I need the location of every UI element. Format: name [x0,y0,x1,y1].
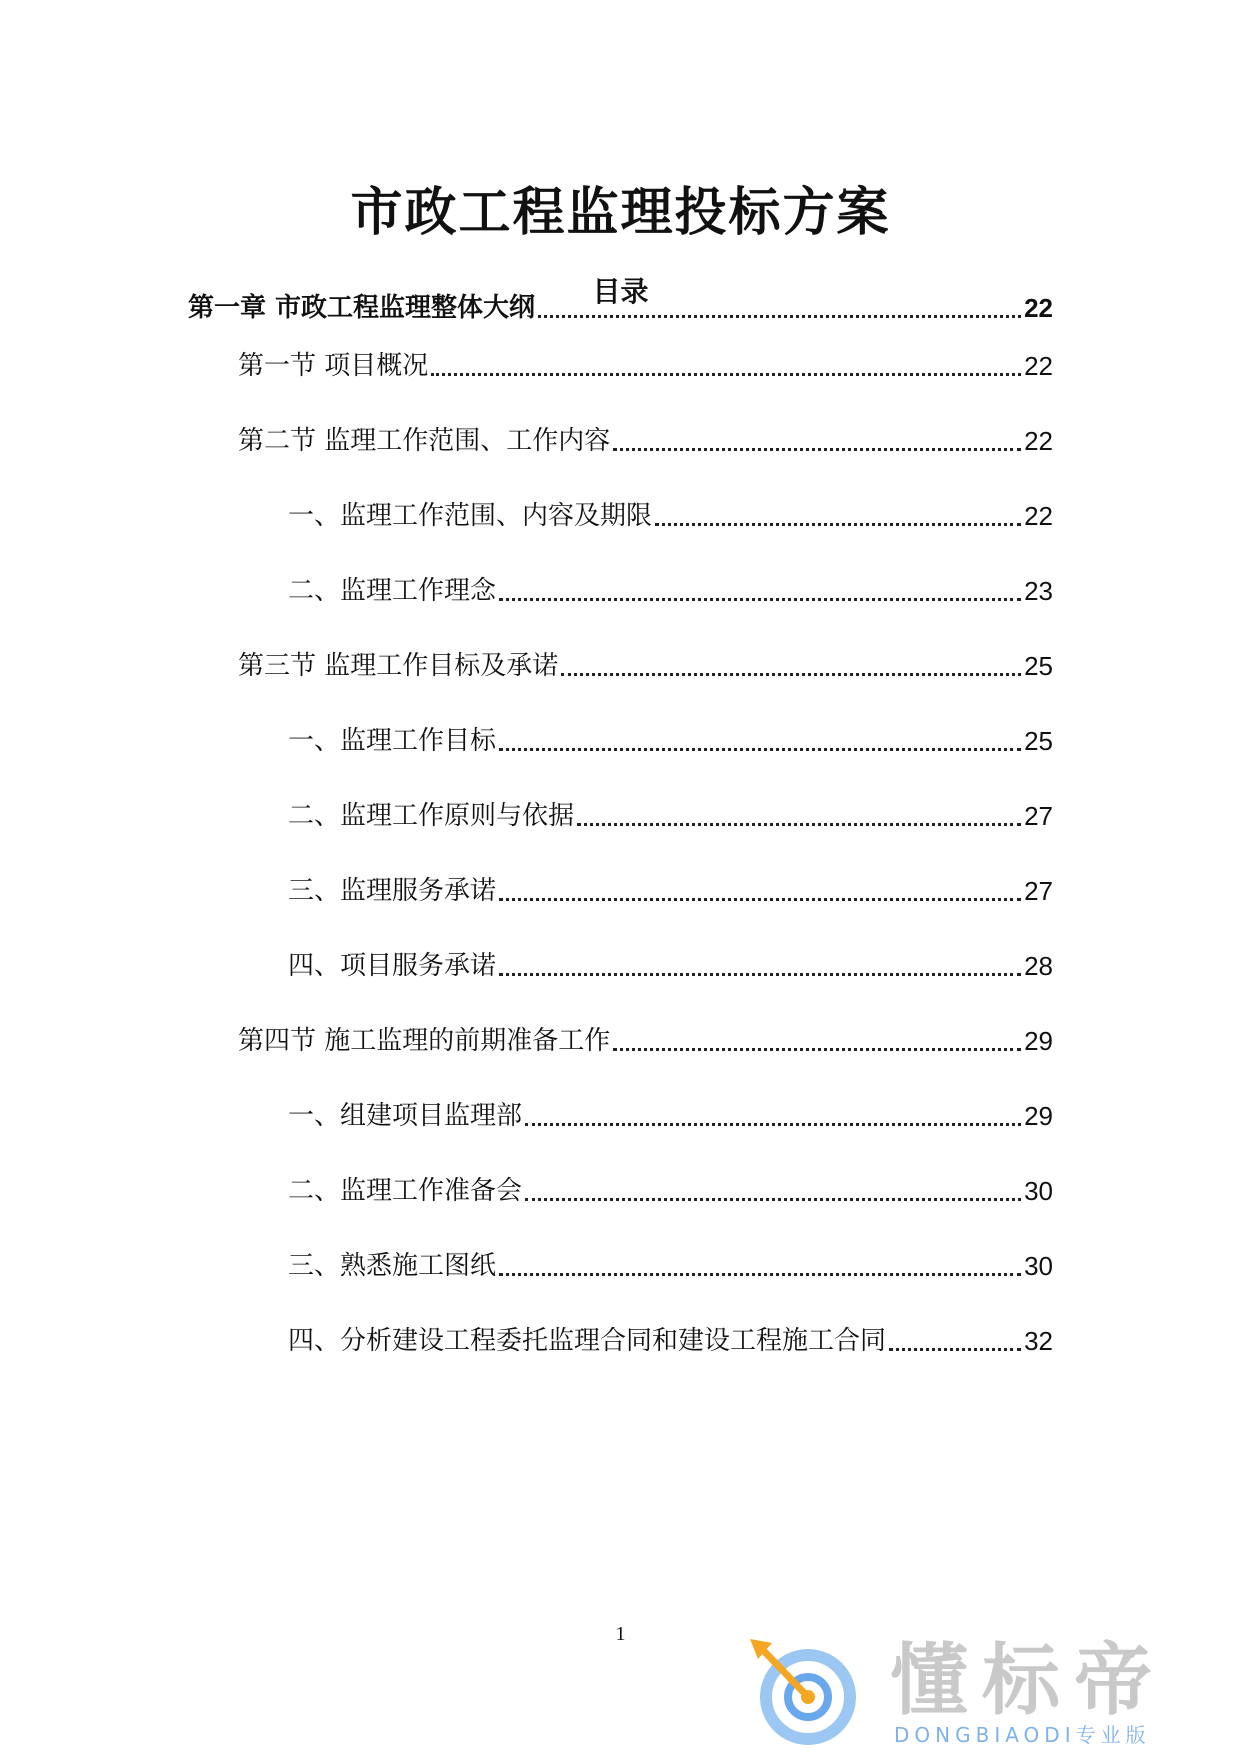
toc-entry-title: 第二节 监理工作范围、工作内容 [238,426,611,456]
toc-entry-title: 三、监理服务承诺 [288,876,497,906]
toc-entry[interactable] [188,288,1053,328]
toc-entry-page: 29 [1024,1101,1053,1131]
toc-entry-title: 二、监理工作原则与依据 [288,801,575,831]
toc-entry-page: 22 [1024,293,1053,323]
toc-dot-leader [613,448,1021,451]
toc-entry[interactable] [288,1171,1053,1211]
toc-dot-leader [561,673,1021,676]
toc-dot-leader [499,1273,1021,1276]
toc-entry-title: 四、分析建设工程委托监理合同和建设工程施工合同 [288,1326,887,1356]
watermark-pinyin [894,1723,1151,1747]
toc-entry[interactable] [288,796,1053,836]
toc-entry-page: 22 [1024,426,1053,456]
toc-dot-leader [525,1198,1021,1201]
toc-entry[interactable] [238,1021,1053,1061]
toc-entry-page: 27 [1024,801,1053,831]
toc-entry[interactable] [238,346,1053,386]
toc-entry-title: 二、监理工作理念 [288,576,497,606]
toc-dot-leader [499,973,1021,976]
toc-entry-title: 第四节 施工监理的前期准备工作 [238,1026,611,1056]
toc-entry[interactable] [288,871,1053,911]
toc-entry-title: 四、项目服务承诺 [288,951,497,981]
toc-entry-title: 三、熟悉施工图纸 [288,1251,497,1281]
watermark [740,1635,1210,1747]
toc-entry-title: 二、监理工作准备会 [288,1176,523,1206]
toc-entry-page: 32 [1024,1326,1053,1356]
toc-entry[interactable] [288,496,1053,536]
toc-dot-leader [889,1348,1021,1351]
target-logo-icon [740,1635,865,1747]
toc-entry-page: 28 [1024,951,1053,981]
toc-entry[interactable] [288,1246,1053,1286]
toc-entry-title: 一、监理工作目标 [288,726,497,756]
toc-entry-title: 一、组建项目监理部 [288,1101,523,1131]
toc-entry-page: 23 [1024,576,1053,606]
toc-entry[interactable] [288,721,1053,761]
toc-dot-leader [499,748,1021,751]
toc-entry[interactable] [238,421,1053,461]
toc-entry[interactable] [288,571,1053,611]
toc-dot-leader [577,823,1021,826]
toc-entry[interactable] [288,1321,1053,1361]
toc-heading: 目录 [592,275,649,308]
toc-dot-leader [538,315,1021,318]
toc-dot-leader [499,598,1021,601]
toc-dot-leader [613,1048,1021,1051]
toc-entry-page: 29 [1024,1026,1053,1056]
toc-entry-page: 25 [1024,651,1053,681]
watermark-edition: 专业版 [1075,1723,1151,1747]
toc-entry-page: 25 [1024,726,1053,756]
toc-entry[interactable] [288,1096,1053,1136]
toc-entry-page: 30 [1024,1251,1053,1281]
page-number: 1 [615,1623,626,1645]
toc-entry-title: 一、监理工作范围、内容及期限 [288,501,653,531]
toc-dot-leader [431,373,1021,376]
toc-entry[interactable] [238,646,1053,686]
toc-entry-page: 30 [1024,1176,1053,1206]
toc-entry-page: 22 [1024,351,1053,381]
toc-entry-title: 第一章 市政工程监理整体大纲 [188,293,536,323]
document-title: 市政工程监理投标方案 [350,183,891,243]
toc-entry-title: 第三节 监理工作目标及承诺 [238,651,559,681]
toc-entry[interactable] [288,946,1053,986]
toc-dot-leader [655,523,1021,526]
toc-dot-leader [525,1123,1021,1126]
toc-entry-title: 第一节 项目概况 [238,351,429,381]
watermark-brand-name: 懂标帝 [890,1636,1167,1726]
toc-dot-leader [499,898,1021,901]
toc-entry-page: 22 [1024,501,1053,531]
toc-entry-page: 27 [1024,876,1053,906]
watermark-pinyin-text: DONGBIAODI [894,1723,1076,1747]
